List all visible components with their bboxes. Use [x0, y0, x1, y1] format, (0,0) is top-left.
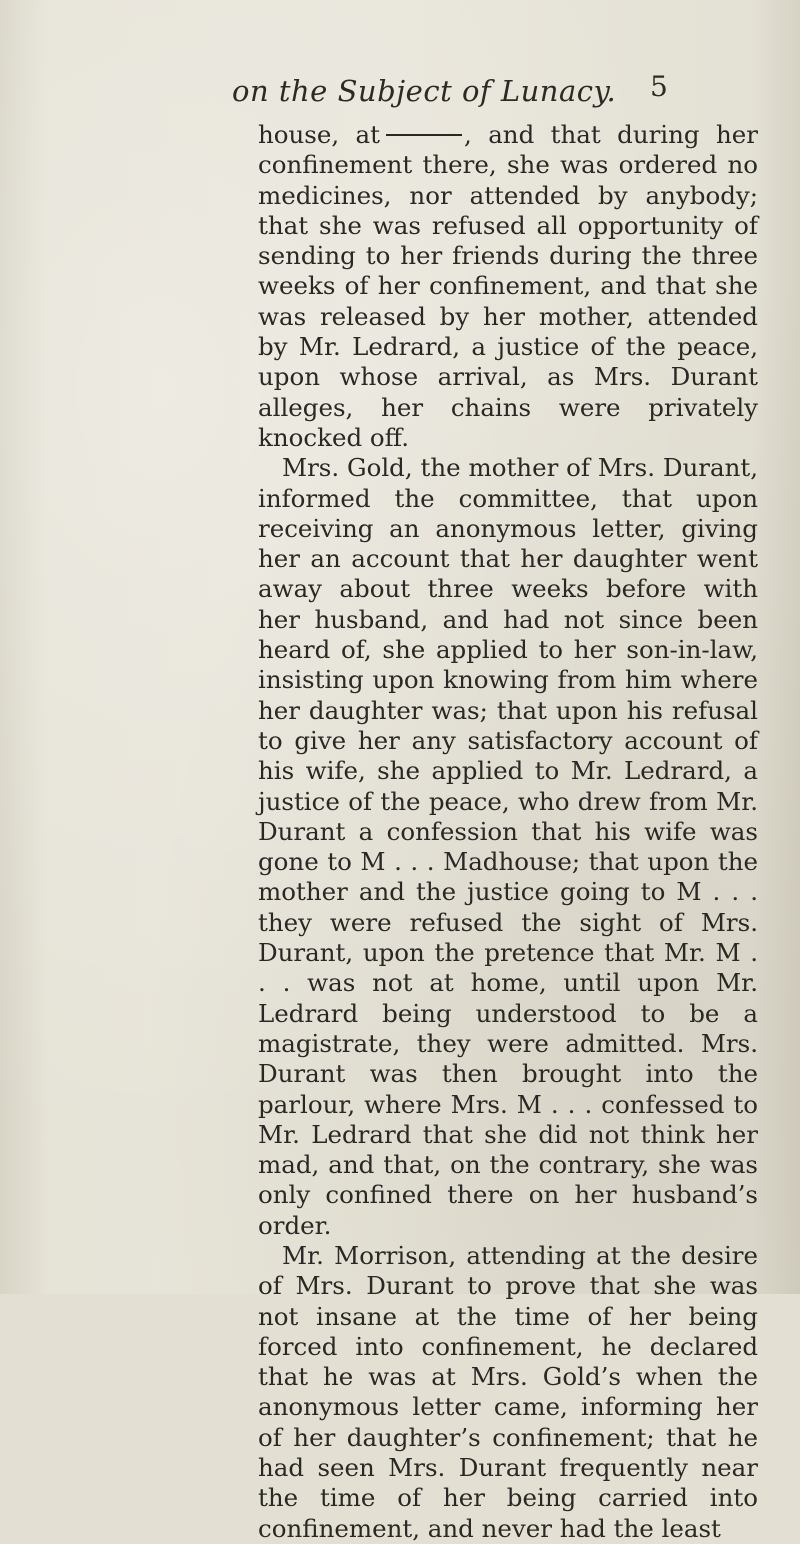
page-number: 5 [650, 70, 668, 103]
running-title: on the Subject of Lunacy. [232, 74, 617, 108]
paragraph-3: Mr. Morrison, attending at the desire of Mrs. Durant to prove that she was not insane at the time of her being forced into confinement, he declared that he was at Mrs. Gold’s when the anonymous letter came, informing her of her daughter’s confinement; that he had seen Mrs. Durant frequently near the time of her being carried into confinement, and never had the least [258, 1240, 758, 1543]
body-text [258, 120, 758, 1544]
paragraph-2: Mrs. Gold, the mother of Mrs. Durant, informed the committee, that upon receiving an anonymous letter, giving her an account that her daughter went away about three weeks before with her husband, and had not since been heard of, she applied to her son-in-law, insisting upon knowing from him where her daughter was; that upon his refusal to give her any satisfactory account of his wife, she applied to Mr. Ledrard, a justice of the peace, who drew from Mr. Durant a confession that his wife was gone to M . . . Madhouse; that upon the mother and the justice going to M . . . they were refused the sight of Mrs. Durant, upon the pretence that Mr. M . . . was not at home, until upon Mr. Ledrard being understood to be a magistrate, they were admitted. Mrs. Durant was then brought into the parlour, where Mrs. M . . . confessed to Mr. Ledrard that she did not think her mad, and that, on the contrary, she was only confined there on her husband’s order. [258, 453, 758, 1240]
paragraph-1 [258, 120, 758, 453]
paragraph-1-rest: , and that during her confinement there, she was ordered no medicines, nor attended by anybody; that she was refused all opportunity of sending to her friends during the three weeks of her confinement, and that she was released by her mother, attended by Mr. Ledrard, a justice of the peace, upon whose arrival, as Mrs. Durant alleges, her chains were privately knocked off. [258, 120, 758, 452]
paragraph-1-start: house, at [258, 120, 381, 149]
running-head [0, 70, 800, 114]
blank-dash [386, 134, 462, 136]
